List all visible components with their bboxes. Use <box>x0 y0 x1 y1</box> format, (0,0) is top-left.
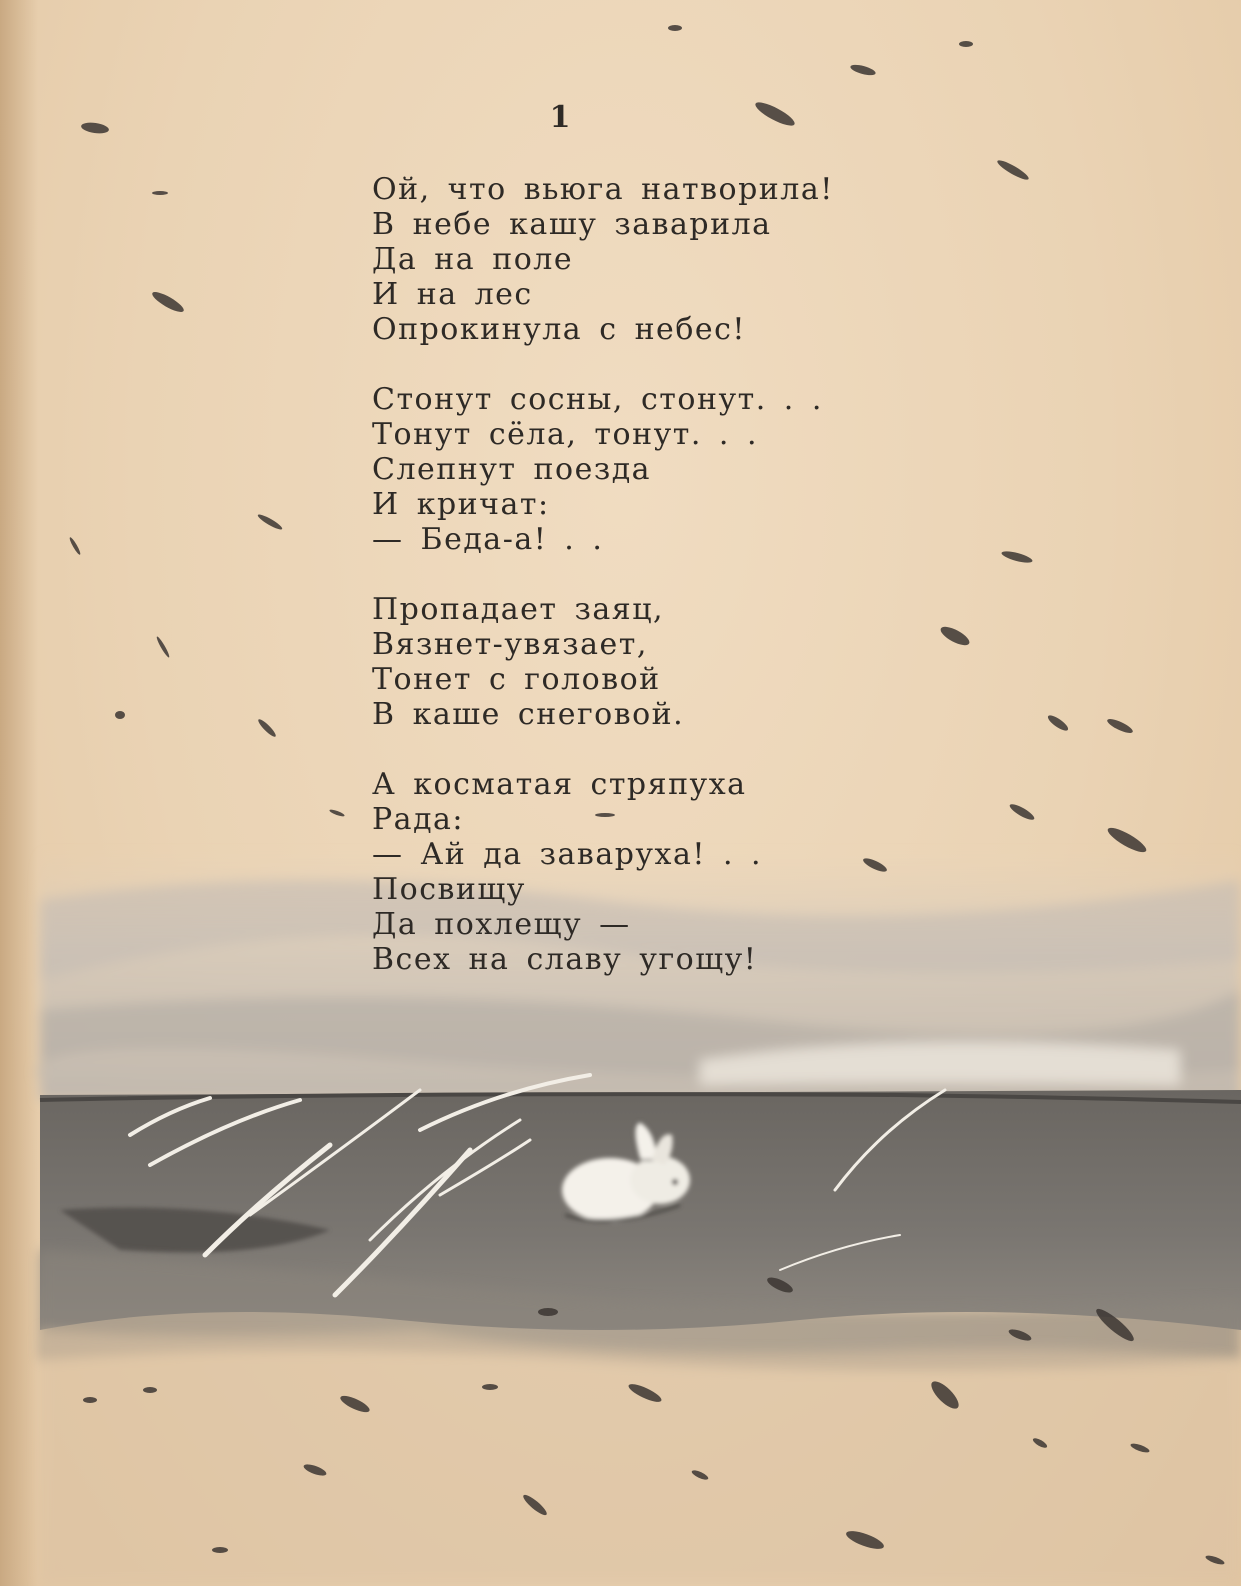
poem-line: В небе кашу заварила <box>372 207 772 242</box>
poem-line: В каше снеговой. <box>372 697 685 732</box>
poem-line: Всех на славу угощу! <box>372 942 758 977</box>
poem-line: Стонут сосны, стонут. . . <box>372 382 823 417</box>
poem-line: Ой, что вьюга натворила! <box>372 172 834 207</box>
page-number: 1 <box>549 100 571 135</box>
poem-line: Рада: <box>372 802 465 837</box>
poem-line: Да на поле <box>372 242 574 277</box>
poem-line: Тонут сёла, тонут. . . <box>372 417 759 452</box>
poem-line: Слепнут поезда <box>372 452 652 487</box>
poem-line: Вязнет-увязает, <box>372 627 648 662</box>
poem-line: И на лес <box>372 277 533 312</box>
poem-line: Опрокинула с небес! <box>372 312 746 347</box>
poem-line: А косматая стряпуха <box>372 767 747 802</box>
stanza <box>372 172 834 347</box>
poem-line: — Ай да заваруха! . . <box>372 837 763 872</box>
poem-line: — Беда-а! . . <box>372 522 604 557</box>
poem-line: Тонет с головой <box>372 662 661 697</box>
poem <box>372 172 834 1012</box>
poem-line: И кричат: <box>372 487 550 522</box>
poem-line: Пропадает заяц, <box>372 592 665 627</box>
stanza <box>372 592 834 732</box>
stanza <box>372 382 834 557</box>
stanza <box>372 767 834 977</box>
poem-line: Посвищу <box>372 872 526 907</box>
poem-line: Да похлещу — <box>372 907 631 942</box>
